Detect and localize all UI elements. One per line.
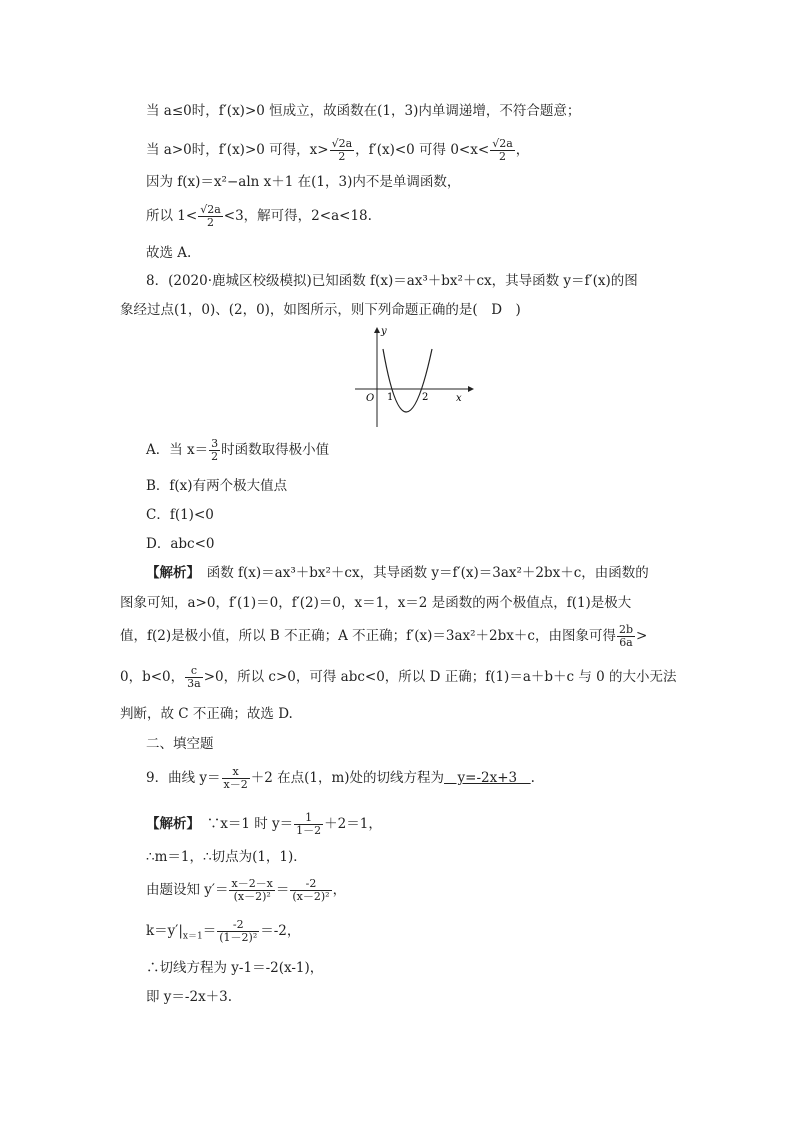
fraction: $\frac{x-2-x}{\text{(x－2)²}}$ — [231, 877, 273, 903]
fraction: $\frac{-2}{\text{(x－2)²}}$ — [292, 877, 330, 903]
fraction: $\frac{3}{2}$ — [211, 437, 219, 463]
question-8-line-2: 象经过点(1，0)、(2，0)，如图所示，则下列命题正确的是( D ) — [120, 302, 521, 318]
solution-9-line-5: ∴切线方程为 y-1＝-2(x-1)， — [146, 960, 324, 976]
analysis-tag: 【解析】 — [146, 816, 194, 832]
answer-blank: y=-2x+3 — [444, 770, 531, 786]
fraction: $\frac{1}{1-2}$ — [296, 811, 322, 837]
solution-line-choose-a: 故选 A. — [146, 245, 192, 261]
fraction: $\frac{x}{x-2}$ — [223, 765, 248, 791]
fraction: $\frac{√2a}{2}$ — [200, 203, 221, 229]
question-9: 9．曲线 y＝ $\frac{x}{x-2}$ ＋2 在点(1，m)处的切线方程为 y=-2x+3 . — [146, 765, 535, 791]
section-title-fill-in: 二、填空题 — [146, 736, 214, 752]
solution-8-line-4: 0，b<0， $\frac{c}{3a}$ >0，所以 c>0，可得 abc<0，所以 D 正确；f(1)＝a＋b＋c 与 0 的大小无法 — [120, 664, 677, 690]
solution-9-line-4: $k=y'|_{x=1}=$ $\frac{-2}{\text{(1－2)²}}$ ＝-2， — [146, 918, 301, 944]
solution-9-line-2: ∴m＝1，∴切点为(1，1)． — [146, 849, 307, 865]
solution-9-line-1: 【解析】 ∵x＝1 时 y＝ $\frac{1}{1-2}$ ＋2＝1， — [146, 811, 382, 837]
question-8-line-1: 8．(2020·鹿城区校级模拟)已知函数 f(x)＝ax³＋bx²＋cx，其导函数 y＝f′(x)的图 — [146, 273, 638, 289]
solution-9-line-3: 由题设知 y′＝ $\frac{x-2-x}{\text{(x－2)²}}$ ＝ $\frac{-2}{\text{(x－2)²}}$ ， — [146, 877, 347, 903]
solution-line-case-a-nonpositive: 当 a≤0时，f′(x)>0 恒成立，故函数在(1，3)内单调递增，不符合题意； — [146, 103, 581, 119]
y-axis-label: y — [381, 326, 387, 337]
solution-8-line-5: 判断，故 C 不正确；故选 D. — [120, 706, 293, 722]
solution-8-line-3: 值，f(2)是极小值，所以 B 不正确；A 不正确；f′(x)＝3ax²＋2bx＋c，由图象可得 $\frac{2b}{6a}$ > — [120, 623, 648, 649]
analysis-tag: 【解析】 — [146, 565, 194, 581]
solution-8-line-1: 【解析】 函数 f(x)＝ax³＋bx²＋cx，其导函数 y＝f′(x)＝3ax²＋2bx＋c，由函数的 — [146, 565, 649, 581]
solution-line-case-a-positive: 当 a>0时，f′(x)>0 可得，x> $\frac{√2a}{2}$ ，f′(x)<0 可得 0<x< $\frac{√2a}{2}$ ， — [146, 137, 530, 163]
fraction: $\frac{c}{3a}$ — [187, 664, 201, 690]
derivative-graph — [350, 325, 475, 430]
solution-8-line-2: 图象可知，a>0，f′(1)＝0，f′(2)＝0，x＝1，x＝2 是函数的两个极值点，f(1)是极大 — [120, 595, 632, 611]
tick-label-1: 1 — [387, 392, 394, 403]
fraction: $\frac{2b}{6a}$ — [618, 623, 633, 649]
solution-line-not-monotonic: 因为 f(x)＝x²−aln x＋1 在(1，3)内不是单调函数， — [146, 174, 461, 190]
solution-line-inequality: 所以 1< $\frac{√2a}{2}$ <3，解可得，2<a<18. — [146, 203, 372, 229]
option-c: C．f(1)<0 — [146, 507, 214, 523]
option-d: D．abc<0 — [146, 536, 215, 552]
option-b: B．f(x)有两个极大值点 — [146, 478, 288, 494]
fraction: $\frac{√2a}{2}$ — [492, 137, 513, 163]
fraction: $\frac{-2}{\text{(1－2)²}}$ — [219, 918, 258, 944]
origin-label: O — [366, 393, 375, 404]
x-axis-label: x — [456, 393, 462, 404]
tick-label-2: 2 — [422, 392, 429, 403]
option-a: A．当 x＝ $\frac{3}{2}$ 时函数取得极小值 — [146, 437, 330, 463]
fraction: $\frac{√2a}{2}$ — [331, 137, 353, 163]
solution-9-line-6: 即 y＝-2x＋3. — [146, 989, 233, 1005]
